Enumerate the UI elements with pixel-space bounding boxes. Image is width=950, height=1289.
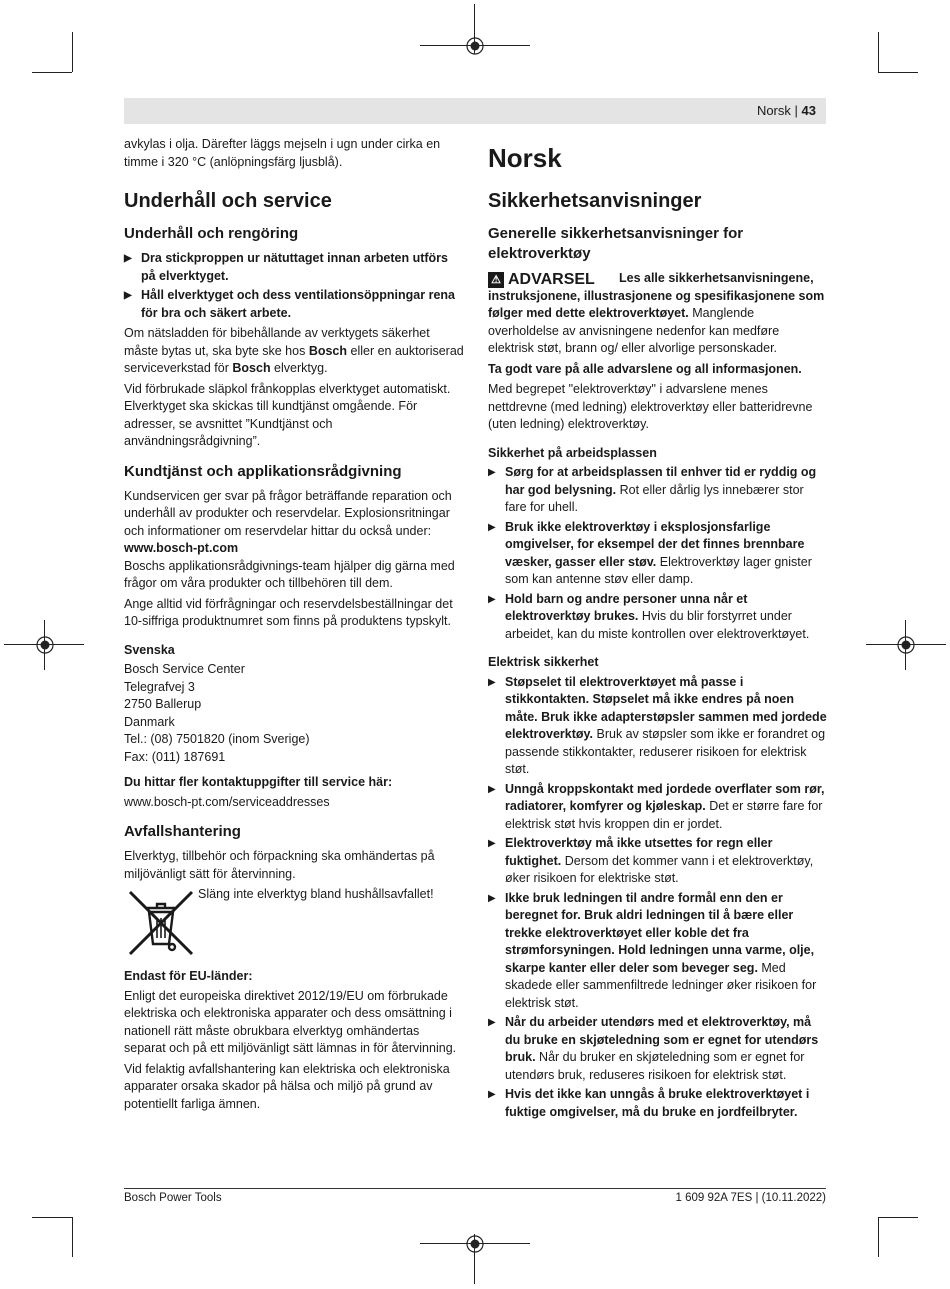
header-band <box>124 98 826 124</box>
registration-target-icon <box>464 35 486 57</box>
address-line: Telegrafvej 3 <box>124 679 195 694</box>
header-separator: | <box>794 103 798 118</box>
crop-mark <box>32 72 72 73</box>
heading-service: Kundtjänst och applikationsrådgivning <box>124 462 402 480</box>
list-item: ▶ Sørg for at arbeidsplassen til enhver tid er ryddig og har god belysning. Rot eller dårlig lys innebærer stor fare for uhell. <box>488 464 828 517</box>
crop-mark <box>878 32 879 72</box>
address-line: Fax: (011) 187691 <box>124 749 226 764</box>
heading-electric: Elektrisk sikkerhet <box>488 655 599 669</box>
heading-disposal: Avfallshantering <box>124 823 241 840</box>
header-language: Norsk <box>756 103 791 118</box>
registration-target-icon <box>34 634 56 656</box>
workplace-bullets <box>488 464 828 643</box>
more-contacts-label: Du hittar fler kontaktuppgifter till service här: <box>124 775 393 789</box>
list-item: ▶ Når du arbeider utendørs med et elektroverktøy, må du bruke en skjøteledning som er egnet for utendørs bruk. Når du bruker en skjøteledning som er egnet for utendørs bruk, reduseres risikoen for elektrisk støt. <box>488 1014 828 1084</box>
brushes-paragraph: Vid förbrukade släpkol frånkopplas elverktyget automatiskt. Elverktyget ska skickas till kundtjänst omgående. För adresser, se avsnittet ”Kundtjänst och användningsrådgivning”. <box>124 381 451 448</box>
warning-label: ADVARSEL <box>508 271 595 288</box>
address-block <box>124 661 464 766</box>
page-label <box>757 103 816 118</box>
list-item: ▶ Unngå kroppskontakt med jordede overflater som rør, radiatorer, komfyrer og kjøleskap. Det er større fare for elektrisk støt hvis kroppen din er jordet. <box>488 781 828 834</box>
service-paragraph: Kundservicen ger svar på frågor beträffande reparation och underhåll av produkter och reservdelar. Explosionsritningar och informationer om reservdelar hittar du också under: www.bosch-pt.com <box>124 488 452 555</box>
crossed-bin-icon <box>124 886 198 960</box>
serviceaddresses-link[interactable]: www.bosch-pt.com/serviceaddresses <box>124 794 330 809</box>
crop-mark <box>878 1217 918 1218</box>
crop-mark <box>72 32 73 72</box>
heading-norsk: Norsk <box>488 143 562 173</box>
service-link[interactable]: www.bosch-pt.com <box>124 541 239 555</box>
intro-paragraph: avkylas i olja. Därefter läggs mejseln i ugn under cirka en timme i 320 °C (anlöpningsfärg ljusblå). <box>124 137 441 169</box>
address-line: Bosch Service Center <box>124 662 245 676</box>
electric-bullets <box>488 674 828 1122</box>
list-item: ▶ Ikke bruk ledningen til andre formål enn den er beregnet for. Bruk aldri ledningen til å bære eller trekke elektroverktøyet eller koble det fra strømforsyningen. Hold ledningen unna varme, olje, skarpe kanter eller deler som beveger seg. Med skadede eller sammenfiltrede ledninger øker risikoen for elektrisk støt. <box>488 890 828 1013</box>
heading-safety: Sikkerhetsanvisninger <box>488 190 702 212</box>
country-label: Svenska <box>124 642 175 657</box>
eu-label: Endast för EU-länder: <box>124 969 253 983</box>
disposal-paragraph: Elverktyg, tillbehör och förpackning ska omhändertas på miljövänligt sätt för återvinning. <box>124 849 435 881</box>
heading-general: Generelle sikkerhetsanvisninger for elektroverktøy <box>488 225 744 262</box>
list-item: ▶ Bruk ikke elektroverktøy i eksplosjonsfarlige omgivelser, for eksempel der det finnes brennbare væsker, gasser eller støv. Elektroverktøy lager gnister som kan antenne støv eller damp. <box>488 519 828 589</box>
eu-paragraph: Enligt det europeiska direktivet 2012/19/EU om förbrukade elektriska och elektroniska apparater och dess omsättning i nationell rätt måste obrukbara elverktyg omhändertas separat och på ett miljövänligt sätt lämnas in för återvinning. <box>124 988 457 1055</box>
right-column <box>488 136 828 1124</box>
footer-doc-number: 1 609 92A 7ES | (10.11.2022) <box>675 1192 826 1204</box>
keep-paragraph: Ta godt vare på alle advarslene og all informasjonen. <box>488 361 802 376</box>
list-item: ▶ Dra stickproppen ur nätuttaget innan arbeten utförs på elverktyget. <box>124 250 464 285</box>
crop-mark <box>72 1217 73 1257</box>
crop-mark <box>878 72 918 73</box>
footer-rule <box>124 1188 826 1189</box>
address-line: Danmark <box>124 714 175 729</box>
crop-mark <box>878 1217 879 1257</box>
crop-mark <box>32 1217 72 1218</box>
list-item: ▶ Hvis det ikke kan unngås å bruke elektroverktøyet i fuktige omgivelser, må du bruke en jordfeilbryter. <box>488 1086 828 1121</box>
address-line: Tel.: (08) 7501820 (inom Sverige) <box>124 732 310 746</box>
footer-brand: Bosch Power Tools <box>124 1192 222 1204</box>
cleaning-bullets <box>124 250 464 322</box>
weee-text: Släng inte elverktyg bland hushållsavfallet! <box>198 887 434 901</box>
page-number: 43 <box>801 103 816 118</box>
list-item: ▶ Støpselet til elektroverktøyet må passe i stikkontakten. Støpselet må ikke endres på noen måte. Bruk ikke adapterstøpsler sammen med jordede elektroverktøy. Bruk av støpsler som ikke er forandret og passende stikkontakter, reduserer risikoen for elektrisk støt. <box>488 674 828 779</box>
address-line: 2750 Ballerup <box>124 697 202 711</box>
warning-triangle-icon: ⚠ <box>488 272 504 288</box>
heading-workplace: Sikkerhet på arbeidsplassen <box>488 445 657 460</box>
list-item: ▶ Hold barn og andre personer unna når et elektroverktøy brukes. Hvis du blir forstyrret under arbeidet, kan du miste kontrollen over elektroverktøyet. <box>488 591 828 644</box>
heading-cleaning: Underhåll och rengöring <box>124 225 299 242</box>
warning-paragraph: Les alle sikkerhetsanvisningene, instruksjonene, illustrasjonene og spesifikasjonene som følger med dette elektroverktøyet. Manglende overholdelse av anvisningene nedenfor kan medføre elektrisk støt, brann og/ eller alvorlige personskader. <box>488 271 825 355</box>
cord-paragraph: Om nätsladden för bibehållande av verktygets säkerhet måste bytas ut, ska byte ske hos Bosch eller en auktoriserad serviceverkstad för Bosch elverktyg. <box>124 326 464 375</box>
weee-row <box>124 886 464 960</box>
number-paragraph: Ange alltid vid förfrågningar och reservdelsbeställningar det 10-siffriga produktnumret som finns på produktens typskylt. <box>124 596 453 628</box>
heading-maintenance: Underhåll och service <box>124 190 332 212</box>
registration-target-icon <box>464 1233 486 1255</box>
left-column <box>124 136 464 1116</box>
hazard-paragraph: Vid felaktig avfallshantering kan elektriska och elektroniska apparater orsaka skador på hälsa och miljö på grund av potentiellt farliga ämnen. <box>124 1061 450 1111</box>
registration-target-icon <box>895 634 917 656</box>
term-paragraph: Med begrepet "elektroverktøy" i advarslene menes nettdrevne (med ledning) elektroverktøy eller batteridrevne (uten ledning) elektroverktøy. <box>488 382 813 431</box>
list-item: ▶ Elektroverktøy må ikke utsettes for regn eller fuktighet. Dersom det kommer vann i et elektroverktøy, øker risikoen for elektriske støt. <box>488 835 828 888</box>
list-item: ▶ Håll elverktyget och dess ventilationsöppningar rena för bra och säkert arbete. <box>124 287 464 322</box>
team-paragraph: Boschs applikationsrådgivnings-team hjälper dig gärna med frågor om våra produkter och tillbehören till dem. <box>124 558 455 590</box>
